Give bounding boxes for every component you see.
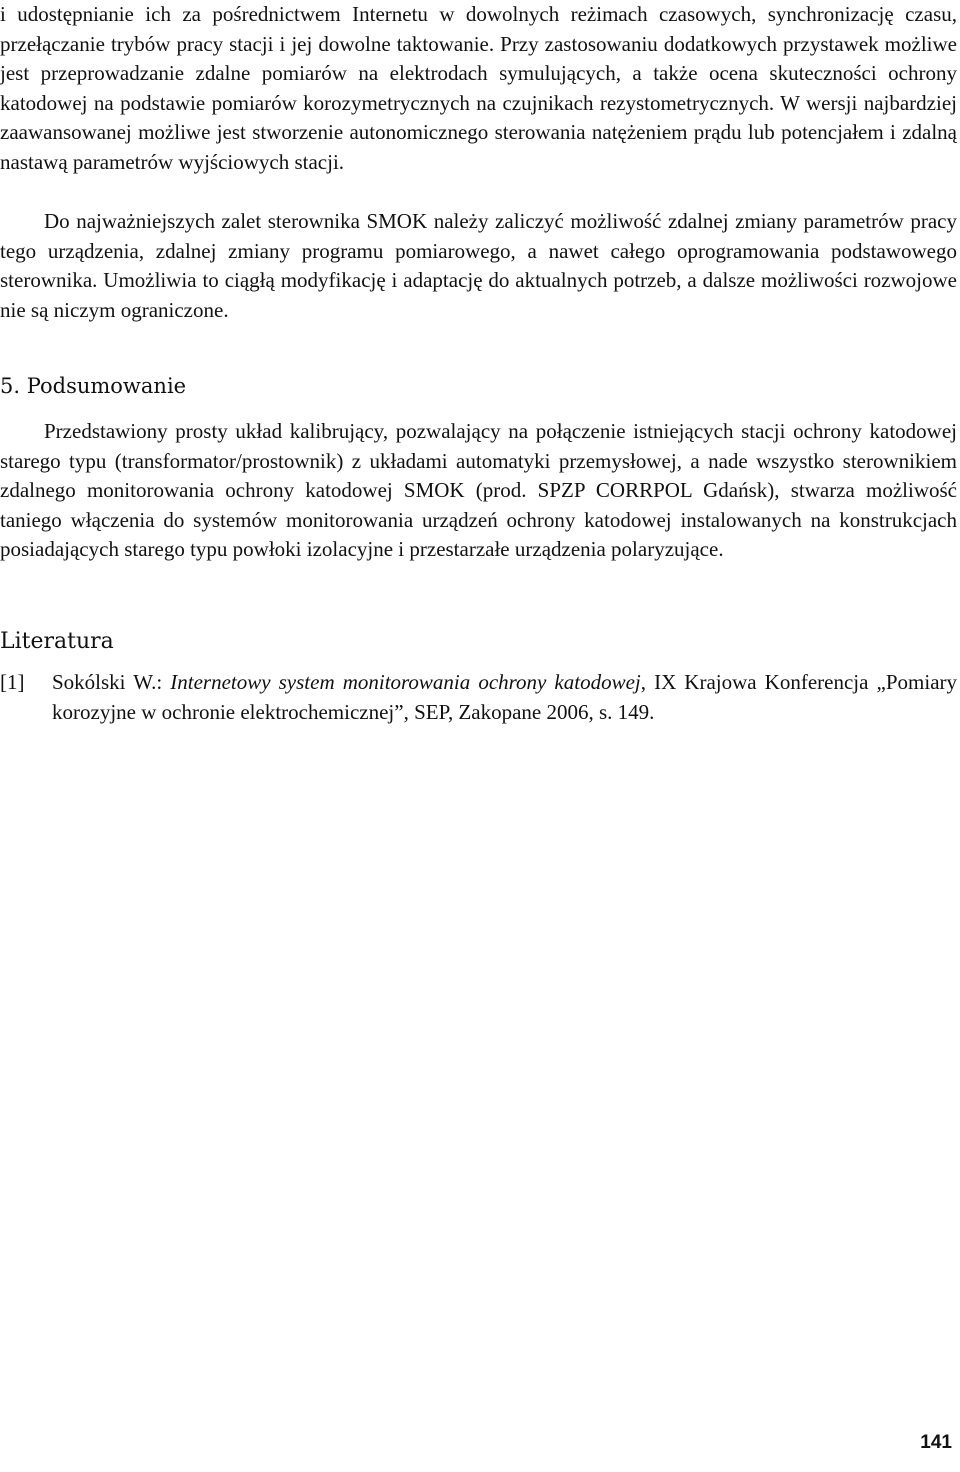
section-heading-summary: 5. Podsumowanie xyxy=(0,374,187,398)
reference-number: [1] xyxy=(0,670,25,694)
reference-title: Internetowy system monitorowania ochrony katodowej xyxy=(170,670,641,694)
reference-details: , IX Krajowa Konferencja „Pomiary korozyjne w ochronie elektrochemicznej”, SEP, Zakopane 2006, s. 149. xyxy=(52,670,958,724)
body-paragraph-2: Do najważniejszych zalet sterownika SMOK należy zaliczyć możliwość zdalnej zmiany parametrów pracy tego urządzenia, zdalnej zmiany programu pomiarowego, a nawet całego oprogramowania podstawowego sterownika. Umożliwia to ciągłą modyfikację i adaptację do aktualnych potrzeb, a dalsze możliwości rozwojowe nie są niczym ograniczone. xyxy=(0,209,957,322)
reference-entry xyxy=(52,668,957,727)
section-heading-literature: Literatura xyxy=(0,629,114,654)
summary-paragraph: Przedstawiony prosty układ kalibrujący, pozwalający na połączenie istniejących stacji ochrony katodowej starego typu (transformator/prostownik) z układami automatyki przemysłowej, a nade wszystko sterownikiem zdalnego monitorowania ochrony katodowej SMOK (prod. SPZP CORRPOL Gdańsk), stwarza możliwość taniego włączenia do systemów monitorowania urządzeń ochrony katodowej instalowanych na konstrukcjach posiadających starego typu powłoki izolacyjne i przestarzałe urządzenia polaryzujące. xyxy=(0,419,957,561)
page-number: 141 xyxy=(920,1432,952,1453)
reference-author: Sokólski W.: xyxy=(52,670,171,694)
body-paragraph-1: i udostępnianie ich za pośrednictwem Internetu w dowolnych reżimach czasowych, synchronizację czasu, przełączanie trybów pracy stacji i jej dowolne taktowanie. Przy zastosowaniu dodatkowych przystawek możliwe jest przeprowadzanie zdalne pomiarów na elektrodach symulujących, a także ocena skuteczności ochrony katodowej na podstawie pomiarów korozymetrycznych na czujnikach rezystometrycznych. W wersji najbardziej zaawansowanej możliwe jest stworzenie autonomicznego sterowania natężeniem prądu lub potencjałem i zdalną nastawą parametrów wyjściowych stacji. xyxy=(0,2,957,174)
